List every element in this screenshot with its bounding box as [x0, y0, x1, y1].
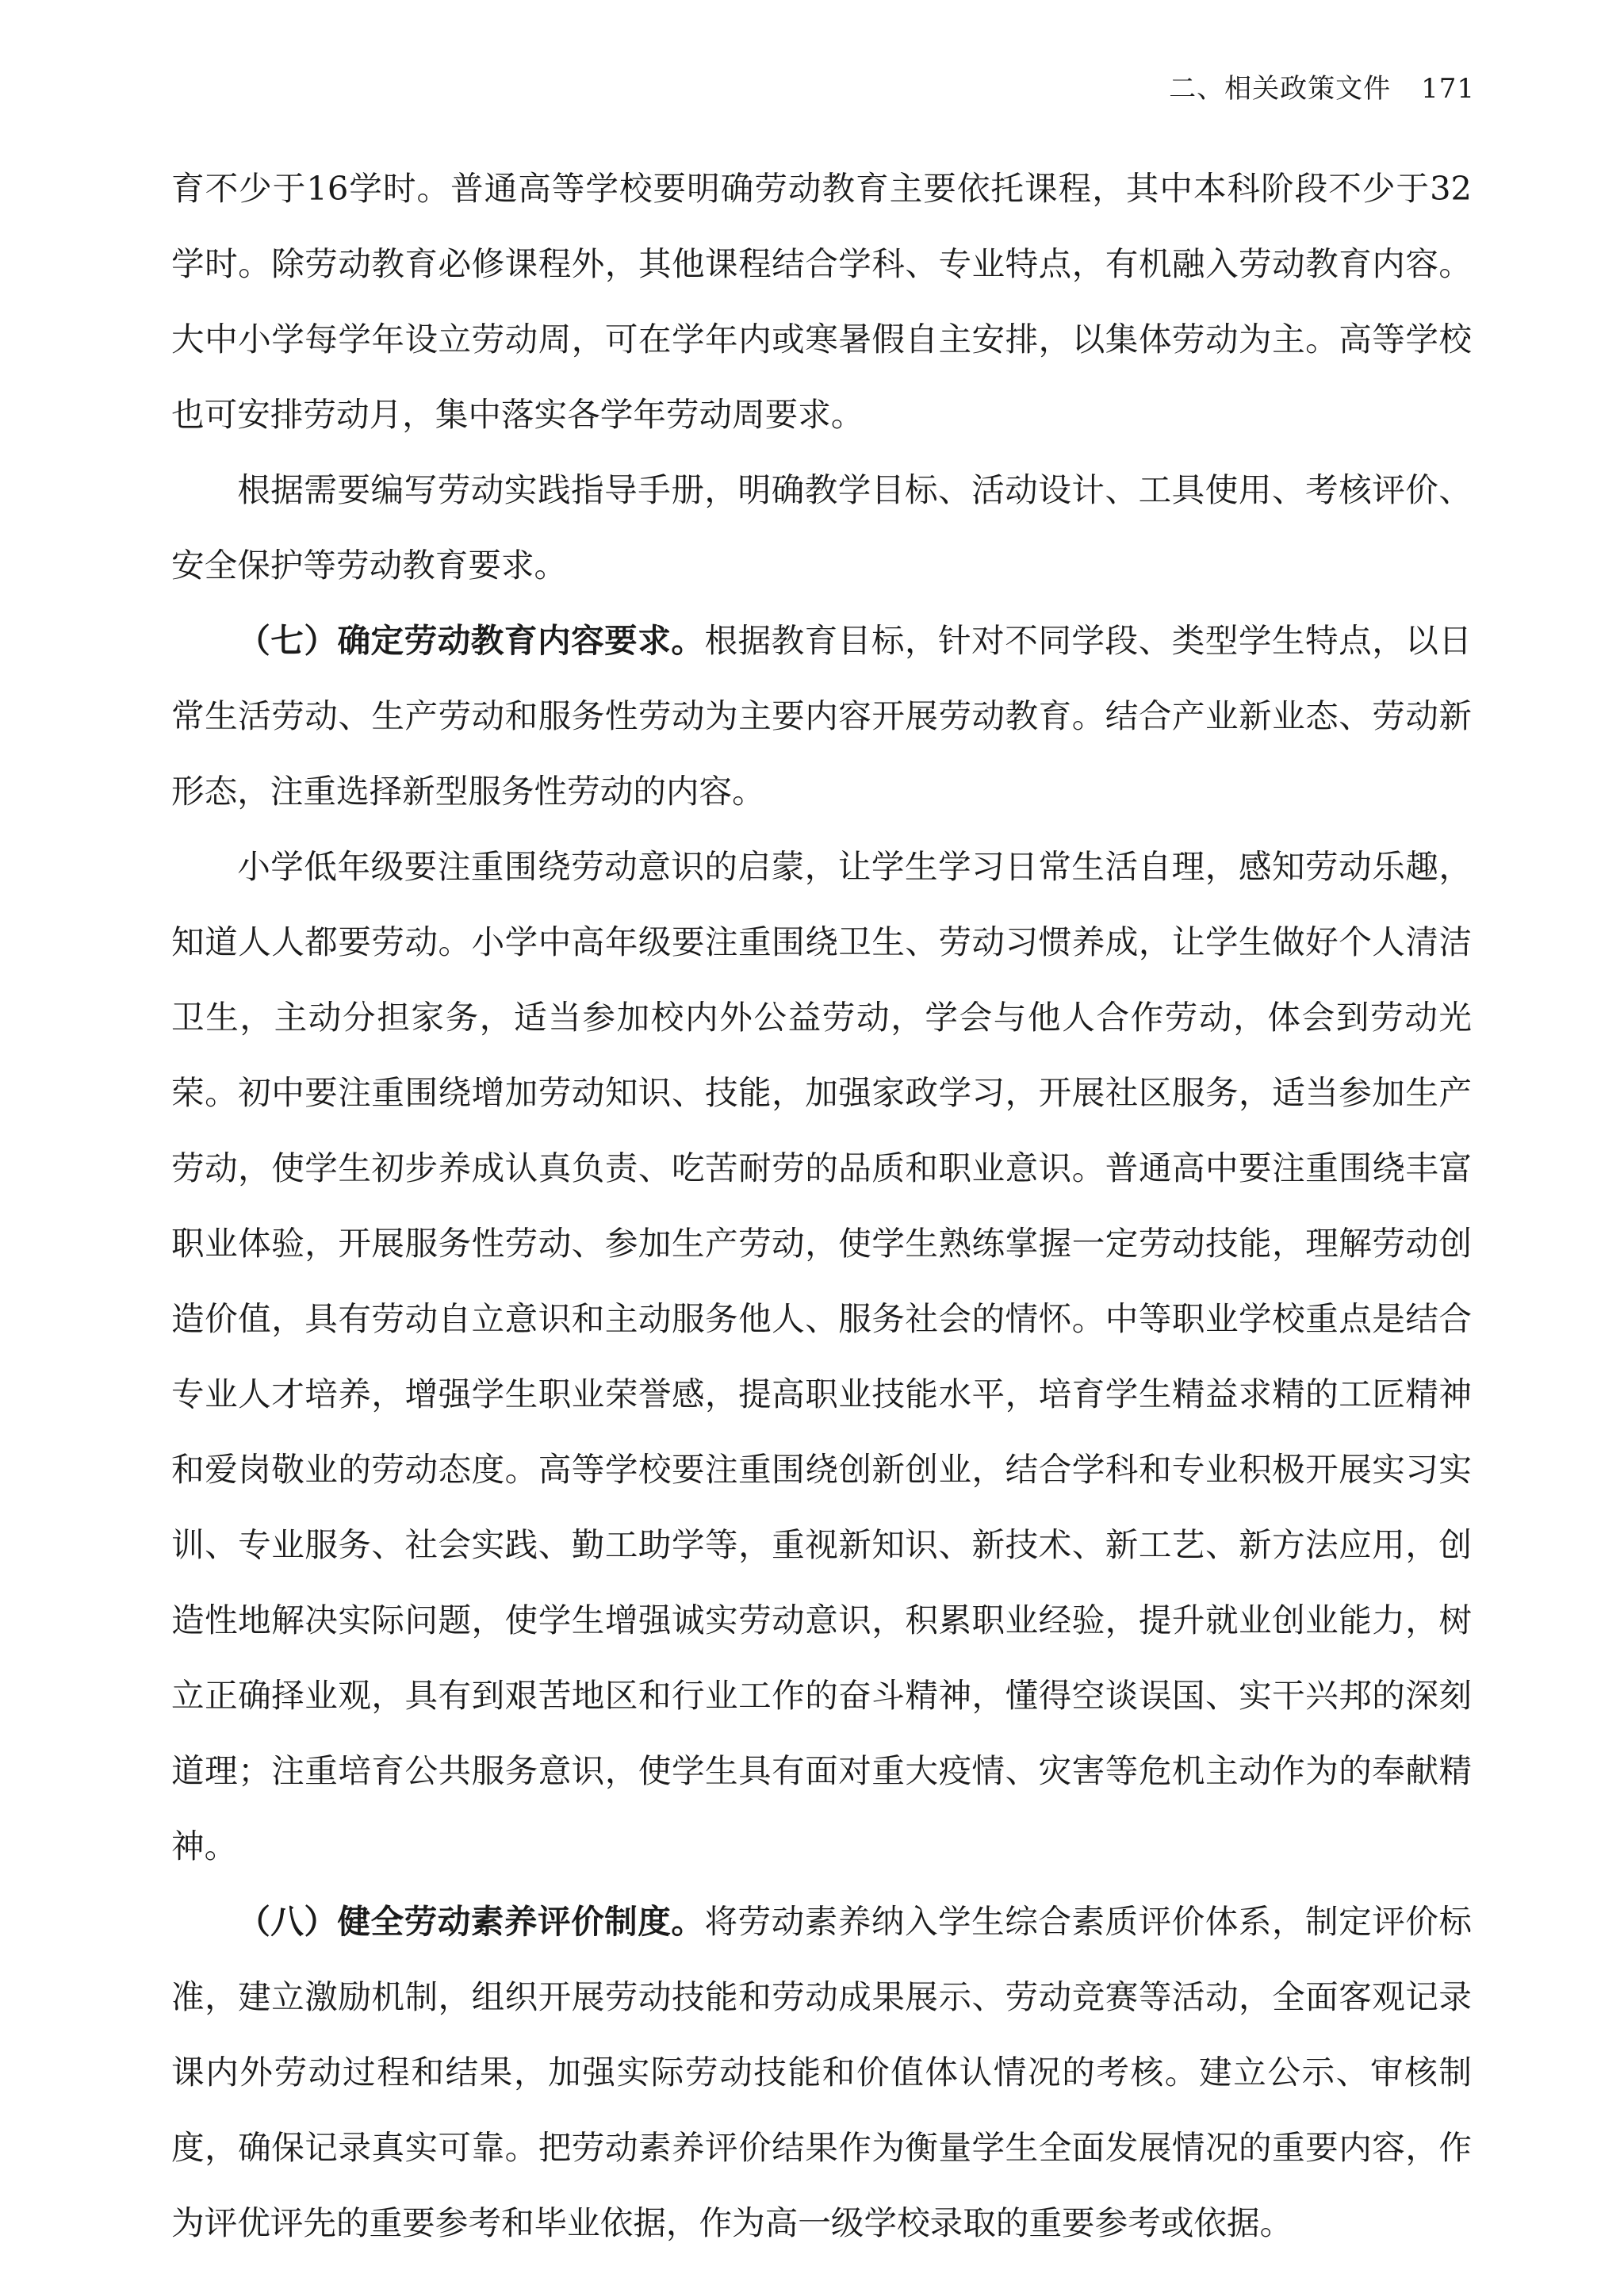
section-title: 二、相关政策文件: [1169, 73, 1392, 105]
section-heading: （七）确定劳动教育内容要求。: [237, 621, 705, 660]
body-text: [171, 151, 1472, 2260]
paragraph-manual: [171, 452, 1472, 603]
section-heading: （八）健全劳动素养评价制度。: [237, 1902, 705, 1941]
paragraph-continuation: [171, 151, 1472, 452]
running-header: [1169, 73, 1475, 105]
paragraph-text: 育不少于16学时。普通高等学校要明确劳动教育主要依托课程，其中本科阶段不少于32学时。除劳动教育必修课程外，其他课程结合学科、专业特点，有机融入劳动教育内容。大中小学每学年设立劳动周，可在学年内或寒暑假自主安排，以集体劳动为主。高等学校也可安排劳动月，集中落实各学年劳动周要求。: [171, 169, 1472, 434]
page-number: 171: [1421, 73, 1475, 105]
paragraph-stages: [171, 829, 1472, 1884]
paragraph-section-7: [171, 603, 1472, 829]
paragraph-text: 将劳动素养纳入学生综合素质评价体系，制定评价标准，建立激励机制，组织开展劳动技能和劳动成果展示、劳动竞赛等活动，全面客观记录课内外劳动过程和结果，加强实际劳动技能和价值体认情况的考核。建立公示、审核制度，确保记录真实可靠。把劳动素养评价结果作为衡量学生全面发展情况的重要内容，作为评优评先的重要参考和毕业依据，作为高一级学校录取的重要参考或依据。: [171, 1902, 1472, 2242]
paragraph-text: 根据教育目标，针对不同学段、类型学生特点，以日常生活劳动、生产劳动和服务性劳动为主要内容开展劳动教育。结合产业新业态、劳动新形态，注重选择新型服务性劳动的内容。: [171, 621, 1472, 811]
paragraph-text: 根据需要编写劳动实践指导手册，明确教学目标、活动设计、工具使用、考核评价、安全保护等劳动教育要求。: [171, 470, 1472, 585]
paragraph-section-8: [171, 1884, 1472, 2260]
paragraph-text: 小学低年级要注重围绕劳动意识的启蒙，让学生学习日常生活自理，感知劳动乐趣，知道人人都要劳动。小学中高年级要注重围绕卫生、劳动习惯养成，让学生做好个人清洁卫生，主动分担家务，适当参加校内外公益劳动，学会与他人合作劳动，体会到劳动光荣。初中要注重围绕增加劳动知识、技能，加强家政学习，开展社区服务，适当参加生产劳动，使学生初步养成认真负责、吃苦耐劳的品质和职业意识。普通高中要注重围绕丰富职业体验，开展服务性劳动、参加生产劳动，使学生熟练掌握一定劳动技能，理解劳动创造价值，具有劳动自立意识和主动服务他人、服务社会的情怀。中等职业学校重点是结合专业人才培养，增强学生职业荣誉感，提高职业技能水平，培育学生精益求精的工匠精神和爱岗敬业的劳动态度。高等学校要注重围绕创新创业，结合学科和专业积极开展实习实训、专业服务、社会实践、勤工助学等，重视新知识、新技术、新工艺、新方法应用，创造性地解决实际问题，使学生增强诚实劳动意识，积累职业经验，提升就业创业能力，树立正确择业观，具有到艰苦地区和行业工作的奋斗精神，懂得空谈误国、实干兴邦的深刻道理；注重培育公共服务意识，使学生具有面对重大疫情、灾害等危机主动作为的奉献精神。: [171, 847, 1472, 1865]
